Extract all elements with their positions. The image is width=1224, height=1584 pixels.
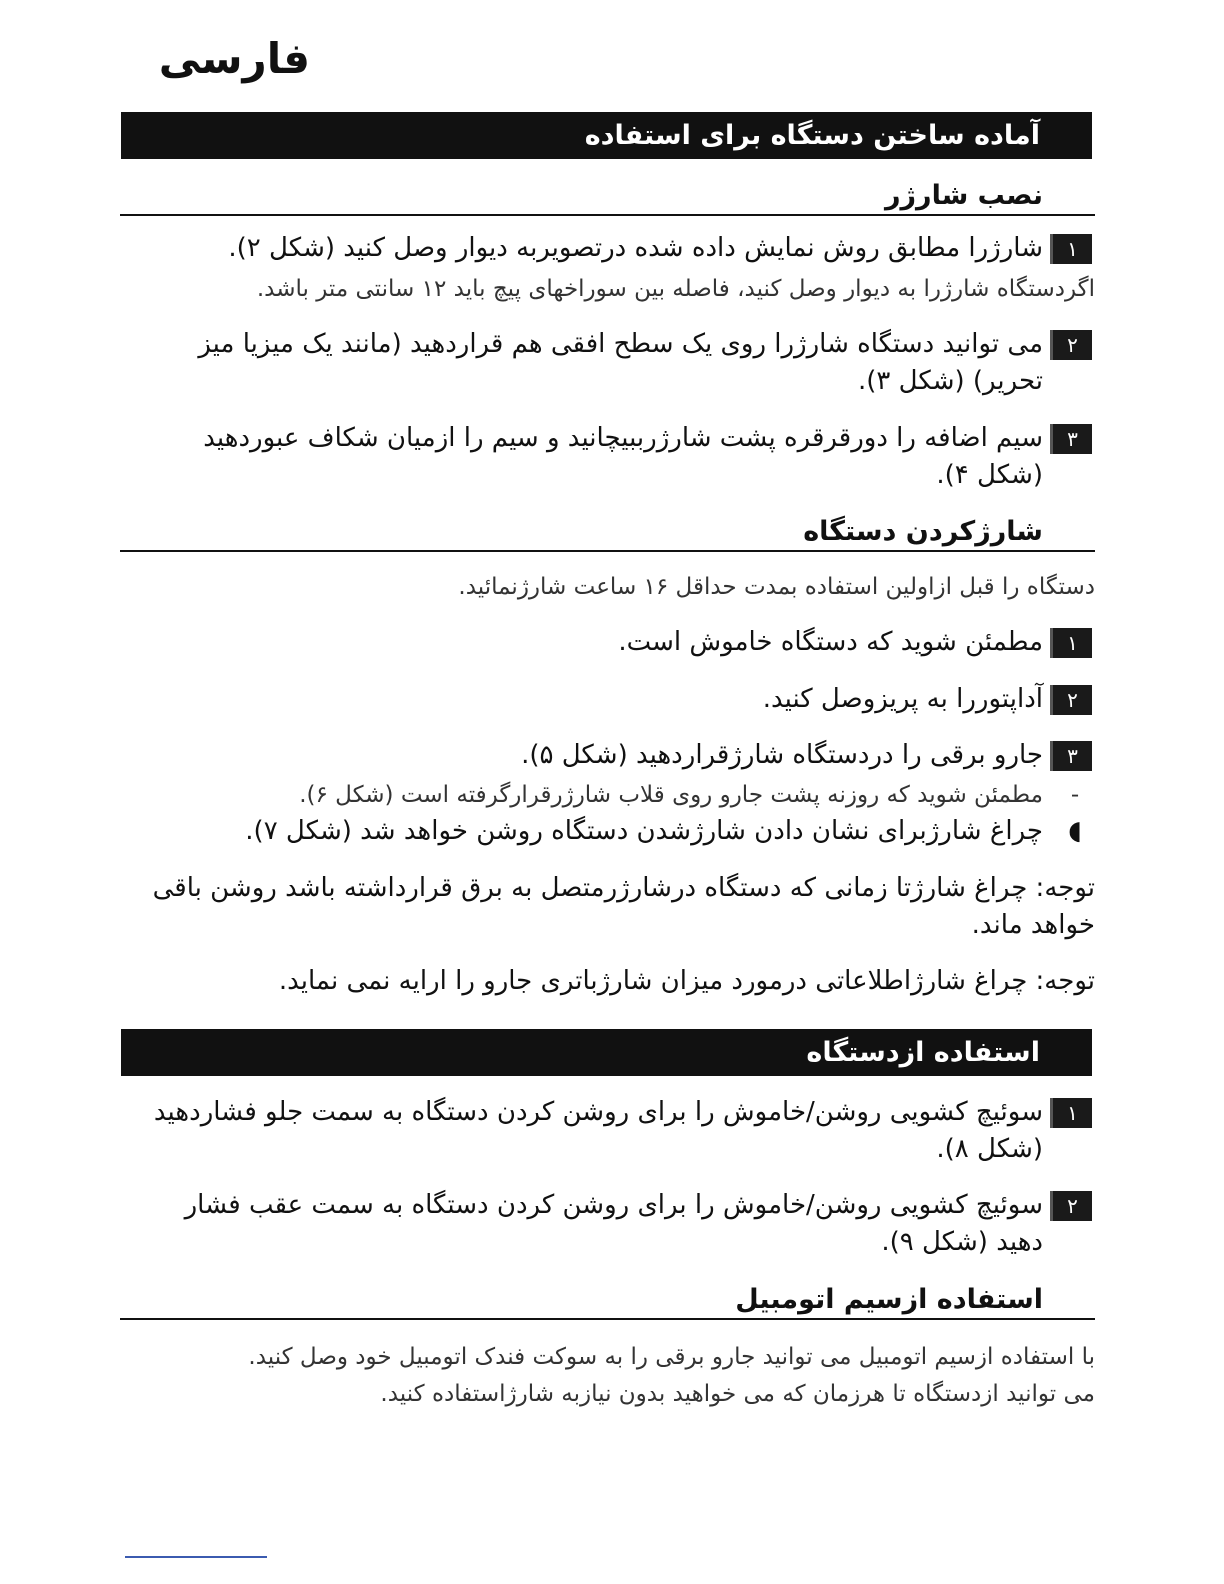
step-number: ٣ bbox=[1050, 741, 1092, 771]
step-number: ٢ bbox=[1050, 1191, 1092, 1221]
section-banner-preparing: آماده ساختن دستگاه برای استفاده bbox=[121, 112, 1092, 159]
section-banner-using: استفاده ازدستگاه bbox=[121, 1029, 1092, 1076]
car-cord-line-1: با استفاده ازسیم اتومبیل می توانید جارو برقی را به سوکت فندک اتومبیل خود وصل کنید. bbox=[248, 1344, 1095, 1370]
charging-bullet-item bbox=[150, 814, 1095, 848]
step-text: شارژرا مطابق روش نمایش داده شده درتصویربه دیوار وصل کنید (شکل ٢). bbox=[228, 233, 1043, 263]
step-text: سوئیچ کشویی روشن/خاموش را برای روشن کردن دستگاه به سمت عقب فشار دهید (شکل ٩). bbox=[184, 1190, 1043, 1257]
subheading-charging: شارژکردن دستگاه bbox=[120, 512, 1095, 552]
charging-step-1 bbox=[150, 624, 1095, 661]
install-step-1-extra: اگردستگاه شارژرا به دیوار وصل کنید، فاصله بین سوراخهای پیچ باید ١٢ سانتی متر باشد. bbox=[256, 276, 1095, 302]
using-step-1 bbox=[115, 1094, 1095, 1168]
step-number: ٢ bbox=[1050, 330, 1092, 360]
step-text: مطمئن شوید که دستگاه خاموش است. bbox=[618, 627, 1043, 657]
install-step-3 bbox=[170, 420, 1095, 494]
lamp-bullet-icon: ◖ bbox=[1068, 816, 1082, 846]
step-text: آداپتوررا به پریزوصل کنید. bbox=[762, 684, 1043, 714]
footer-rule bbox=[125, 1556, 267, 1558]
subheading-car-cord: استفاده ازسیم اتومبیل bbox=[120, 1280, 1095, 1320]
charging-intro: دستگاه را قبل ازاولین استفاده بمدت حداقل ١۶ ساعت شارژنمائید. bbox=[458, 574, 1095, 600]
note-charge-lamp-info: توجه: چراغ شارژاطلاعاتی درمورد میزان شارژباتری جارو را ارایه نمی نماید. bbox=[278, 966, 1095, 996]
step-number: ١ bbox=[1050, 1098, 1092, 1128]
step-text: جارو برقی را دردستگاه شارژقراردهید (شکل ۵). bbox=[521, 740, 1043, 770]
car-cord-line-2: می توانید ازدستگاه تا هرزمان که می خواهید بدون نیازبه شارژاستفاده کنید. bbox=[380, 1381, 1095, 1407]
step-number: ١ bbox=[1050, 628, 1092, 658]
language-title: فارسی bbox=[158, 34, 310, 83]
dash-marker: - bbox=[1070, 782, 1080, 808]
subheading-install-charger: نصب شارژر bbox=[120, 176, 1095, 216]
step-text: سیم اضافه را دورقرقره پشت شارژرببیچانید و سیم را ازمیان شکاف عبوردهید (شکل ۴). bbox=[203, 423, 1043, 490]
step-text: سوئیچ کشویی روشن/خاموش را برای روشن کردن دستگاه به سمت جلو فشاردهید (شکل ٨). bbox=[153, 1097, 1043, 1164]
charging-dash-item bbox=[150, 779, 1095, 811]
charging-step-3 bbox=[150, 737, 1095, 774]
using-step-2 bbox=[150, 1187, 1095, 1261]
step-number: ٢ bbox=[1050, 685, 1092, 715]
step-number: ١ bbox=[1050, 234, 1092, 264]
step-text: می توانید دستگاه شارژرا روی یک سطح افقی هم قراردهید (مانند یک میزیا میز تحریر) (شکل ٣). bbox=[198, 329, 1043, 396]
dash-text: مطمئن شوید که روزنه پشت جارو روی قلاب شارژرقرارگرفته است (شکل ۶). bbox=[299, 782, 1043, 808]
install-step-2 bbox=[150, 326, 1095, 400]
install-step-1 bbox=[170, 230, 1095, 267]
step-number: ٣ bbox=[1050, 424, 1092, 454]
bullet-text: چراغ شارژبرای نشان دادن شارژشدن دستگاه روشن خواهد شد (شکل ٧). bbox=[245, 816, 1043, 846]
charging-step-2 bbox=[150, 681, 1095, 718]
note-charge-lamp-on: توجه: چراغ شارژتا زمانی که دستگاه درشارژرمتصل به برق قرارداشته باشد روشن باقی خواهد ماند. bbox=[152, 873, 1095, 940]
